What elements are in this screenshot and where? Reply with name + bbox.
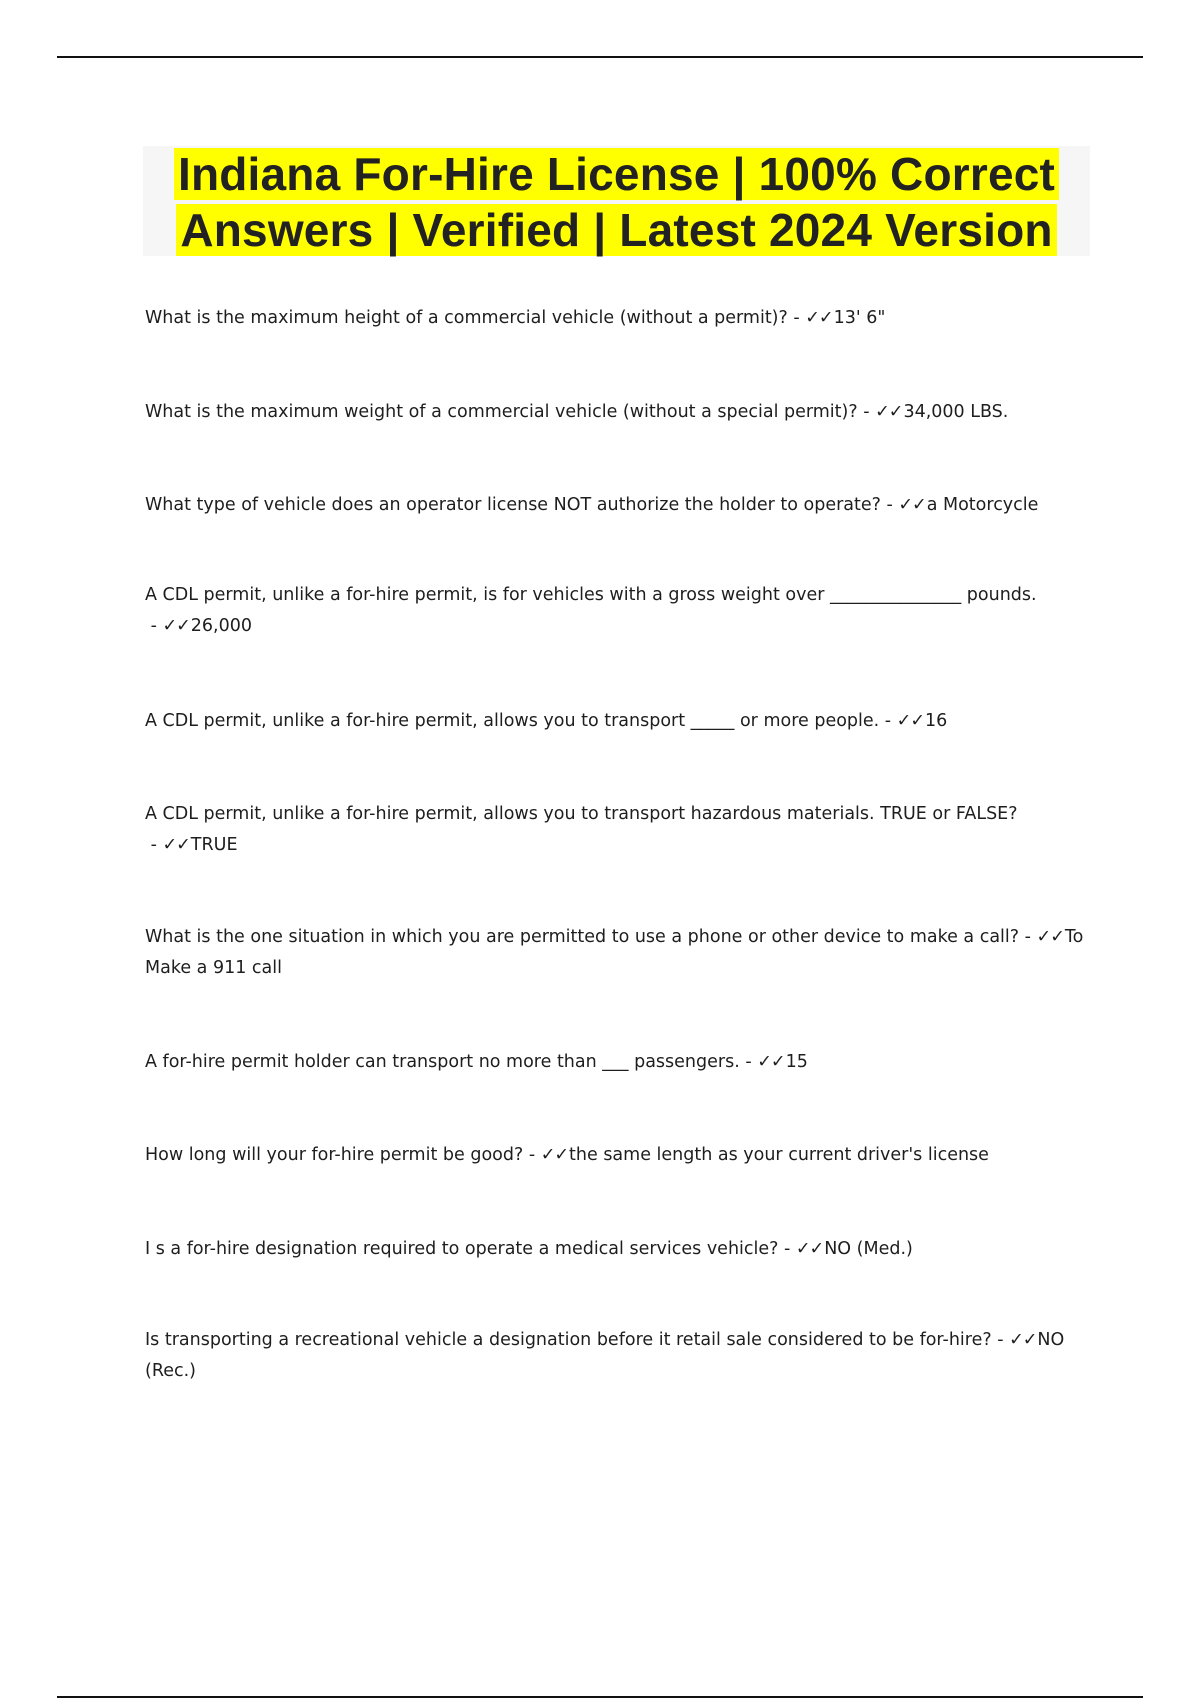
question-text: What is the maximum height of a commercial vehicle (without a permit)? — [145, 308, 788, 328]
separator: - — [857, 402, 876, 422]
qa-item — [145, 490, 1095, 521]
answer-text: TRUE — [190, 835, 238, 855]
answer-text: To Make a 911 call — [145, 927, 1084, 978]
document-title: Indiana For-Hire License | 100% Correct Answers | Verified | Latest 2024 Version — [174, 148, 1059, 256]
question-text: A CDL permit, unlike a for-hire permit, is for vehicles with a gross weight over _______________ pounds. — [145, 585, 1037, 605]
check-marks-icon: ✓✓ — [1009, 1330, 1037, 1350]
title-block — [143, 146, 1090, 256]
separator: - — [778, 1239, 796, 1259]
qa-item — [145, 922, 1095, 984]
qa-item — [145, 580, 1095, 642]
separator: - — [145, 616, 163, 636]
separator: - — [787, 308, 806, 328]
separator: - — [1019, 927, 1037, 947]
check-marks-icon: ✓✓ — [540, 1145, 569, 1165]
question-text: I s a for-hire designation required to operate a medical services vehicle? — [145, 1239, 779, 1259]
header-rule — [57, 56, 1143, 58]
question-text: A for-hire permit holder can transport no more than ___ passengers. — [145, 1052, 740, 1072]
answer-text: the same length as your current driver's license — [569, 1145, 989, 1165]
qa-item — [145, 706, 1095, 737]
qa-item — [145, 1234, 1095, 1265]
question-text: What is the maximum weight of a commercial vehicle (without a special permit)? — [145, 402, 858, 422]
question-text: A CDL permit, unlike a for-hire permit, allows you to transport _____ or more people. — [145, 711, 880, 731]
check-marks-icon: ✓✓ — [162, 616, 190, 636]
qa-item — [145, 303, 1095, 334]
separator: - — [145, 835, 163, 855]
check-marks-icon: ✓✓ — [757, 1052, 785, 1072]
separator: - — [879, 711, 897, 731]
footer-rule — [57, 1696, 1143, 1698]
answer-text: 13' 6" — [833, 308, 886, 328]
check-marks-icon: ✓✓ — [896, 711, 924, 731]
answer-text: a Motorcycle — [926, 495, 1039, 515]
question-text: A CDL permit, unlike a for-hire permit, allows you to transport hazardous materials. TRUE or FALSE? — [145, 804, 1018, 824]
qa-item — [145, 799, 1095, 861]
answer-text: 34,000 LBS. — [903, 402, 1009, 422]
answer-text: NO (Rec.) — [145, 1330, 1065, 1381]
check-marks-icon: ✓✓ — [875, 402, 903, 422]
qa-item — [145, 1047, 1095, 1078]
check-marks-icon: ✓✓ — [1036, 927, 1064, 947]
check-marks-icon: ✓✓ — [805, 308, 833, 328]
separator: - — [523, 1145, 541, 1165]
check-marks-icon: ✓✓ — [795, 1239, 824, 1259]
question-text: What is the one situation in which you are permitted to use a phone or other device to make a call? — [145, 927, 1020, 947]
answer-text: 16 — [925, 711, 948, 731]
question-text: What type of vehicle does an operator license NOT authorize the holder to operate? — [145, 495, 881, 515]
separator: - — [880, 495, 899, 515]
qa-item — [145, 1140, 1095, 1171]
question-text: How long will your for-hire permit be good? — [145, 1145, 524, 1165]
check-marks-icon: ✓✓ — [898, 495, 926, 515]
answer-text: NO (Med.) — [824, 1239, 913, 1259]
separator: - — [739, 1052, 758, 1072]
separator: - — [991, 1330, 1010, 1350]
question-text: Is transporting a recreational vehicle a designation before it retail sale considered to be for-hire? — [145, 1330, 992, 1350]
check-marks-icon: ✓✓ — [162, 835, 190, 855]
answer-text: 26,000 — [190, 616, 253, 636]
answer-text: 15 — [785, 1052, 808, 1072]
qa-item — [145, 397, 1095, 428]
qa-item — [145, 1325, 1095, 1387]
